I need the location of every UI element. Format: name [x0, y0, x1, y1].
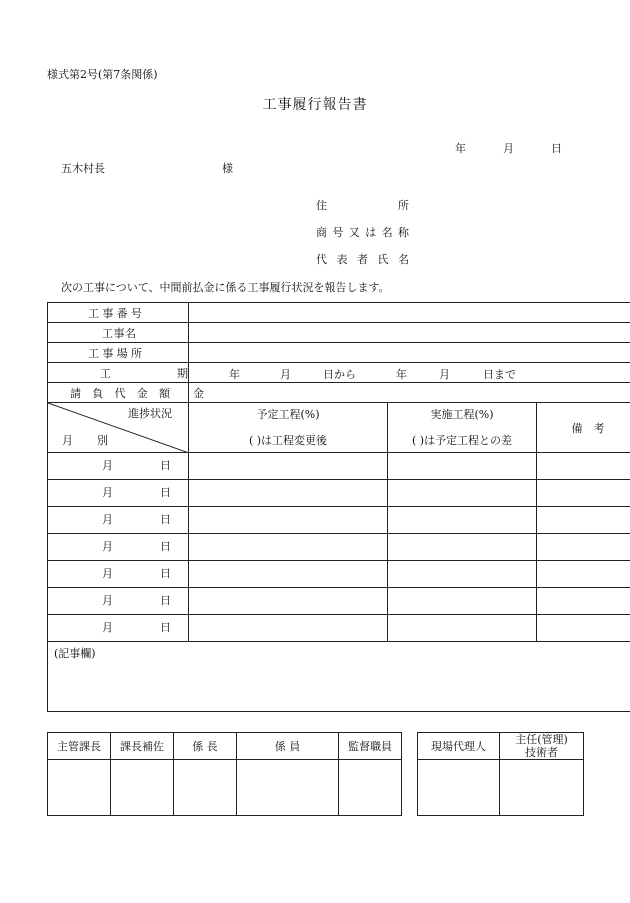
stamp-box-supervisor[interactable] — [339, 760, 402, 816]
row-date-cell — [48, 615, 189, 642]
row-planned-field[interactable] — [189, 534, 388, 561]
report-table — [47, 302, 630, 712]
planned-progress-header — [189, 403, 388, 453]
row-month-label: 月 — [102, 621, 113, 634]
construction-number-field[interactable] — [189, 303, 630, 323]
row-remarks-field[interactable] — [537, 534, 630, 561]
row-remarks-field[interactable] — [537, 615, 630, 642]
stamp-box-chief[interactable] — [48, 760, 111, 816]
progress-header-cell — [48, 403, 189, 453]
stamp-head-section-chief: 係 長 — [174, 733, 237, 760]
row-remarks-field[interactable] — [537, 588, 630, 615]
row-date-cell — [48, 534, 189, 561]
row-day-label: 日 — [160, 486, 171, 499]
row-planned-field[interactable] — [189, 453, 388, 480]
row-date-cell — [48, 588, 189, 615]
row-day-label: 日 — [160, 459, 171, 472]
period-day-end: 日まで — [483, 368, 516, 381]
actual-progress-header — [388, 403, 537, 453]
row-date-cell — [48, 453, 189, 480]
row-day-label: 日 — [160, 621, 171, 634]
row-day-label: 日 — [160, 594, 171, 607]
stamp-box-chief-engineer[interactable] — [500, 760, 584, 816]
row-remarks-field[interactable] — [537, 480, 630, 507]
row-day-label: 日 — [160, 540, 171, 553]
progress-row — [48, 480, 630, 507]
row-actual-field[interactable] — [388, 534, 537, 561]
row-remarks-field[interactable] — [537, 453, 630, 480]
row-day-label: 日 — [160, 513, 171, 526]
row-date-cell — [48, 480, 189, 507]
stamp-head-deputy: 課長補佐 — [111, 733, 174, 760]
amount-prefix: 金 — [193, 386, 204, 400]
row-month-label: 月 — [102, 594, 113, 607]
row-day-label: 日 — [160, 567, 171, 580]
stamp-head-supervisor: 監督職員 — [339, 733, 402, 760]
form-number: 様式第2号(第7条関係) — [47, 68, 158, 81]
row-date-cell — [48, 507, 189, 534]
stamp-box-staff[interactable] — [237, 760, 339, 816]
row-actual-field[interactable] — [388, 588, 537, 615]
row-planned-field[interactable] — [189, 561, 388, 588]
applicant-rep-label: 代表者氏名 — [316, 253, 409, 266]
period-year-start: 年 — [229, 368, 240, 381]
stamp-head-site-agent: 現場代理人 — [418, 733, 500, 760]
row-month-label: 月 — [102, 486, 113, 499]
applicant-address-label: 住所 — [316, 199, 409, 212]
date-month-label: 月 — [503, 142, 514, 155]
construction-location-field[interactable] — [189, 343, 630, 363]
date-year-label: 年 — [455, 142, 466, 155]
stamp-head-chief-engineer: 主任(管理) 技術者 — [500, 733, 584, 760]
progress-row — [48, 561, 630, 588]
row-actual-field[interactable] — [388, 453, 537, 480]
construction-number-label: 工事番号 — [48, 303, 189, 323]
addressee: 五木村長 — [61, 162, 105, 175]
construction-name-label: 工事名 — [48, 323, 189, 343]
row-remarks-field[interactable] — [537, 507, 630, 534]
row-month-label: 月 — [102, 567, 113, 580]
approval-stamp-table — [47, 732, 402, 816]
month-by-label: 月 別 — [62, 434, 108, 447]
stamp-box-site-agent[interactable] — [418, 760, 500, 816]
row-actual-field[interactable] — [388, 561, 537, 588]
period-month-start: 月 — [280, 368, 291, 381]
row-remarks-field[interactable] — [537, 561, 630, 588]
remarks-header: 備 考 — [537, 403, 630, 453]
row-planned-field[interactable] — [189, 480, 388, 507]
date-day-label: 日 — [551, 142, 562, 155]
actual-title: 実施工程(%) — [430, 408, 494, 421]
actual-note: ( )は予定工程との差 — [411, 434, 513, 447]
construction-period-field[interactable] — [189, 363, 630, 383]
progress-row — [48, 507, 630, 534]
progress-row — [48, 534, 630, 561]
stamp-head-staff: 係 員 — [237, 733, 339, 760]
period-day-start: 日から — [323, 368, 356, 381]
contract-amount-field[interactable] — [189, 383, 630, 403]
construction-name-field[interactable] — [189, 323, 630, 343]
period-year-end: 年 — [396, 368, 407, 381]
page-title: 工事履行報告書 — [262, 97, 368, 113]
stamp-head-chief: 主管課長 — [48, 733, 111, 760]
contract-amount-label: 請負代金額 — [48, 383, 189, 403]
row-planned-field[interactable] — [189, 507, 388, 534]
progress-status-label: 進捗状況 — [128, 407, 172, 420]
row-actual-field[interactable] — [388, 615, 537, 642]
stamp-box-deputy[interactable] — [111, 760, 174, 816]
row-month-label: 月 — [102, 459, 113, 472]
memo-area[interactable] — [48, 642, 630, 712]
addressee-suffix: 様 — [222, 162, 233, 175]
period-month-end: 月 — [439, 368, 450, 381]
row-actual-field[interactable] — [388, 480, 537, 507]
applicant-name-label: 商号又は名称 — [316, 226, 409, 239]
row-month-label: 月 — [102, 540, 113, 553]
intro-text: 次の工事について、中間前払金に係る工事履行状況を報告します。 — [61, 281, 390, 294]
memo-label: (記事欄) — [54, 647, 96, 660]
progress-row — [48, 453, 630, 480]
planned-title: 予定工程(%) — [256, 408, 320, 421]
progress-row — [48, 588, 630, 615]
row-date-cell — [48, 561, 189, 588]
stamp-box-section-chief[interactable] — [174, 760, 237, 816]
row-actual-field[interactable] — [388, 507, 537, 534]
contractor-stamp-table — [417, 732, 584, 816]
construction-period-label: 工期 — [48, 363, 189, 383]
planned-note: ( )は工程変更後 — [248, 434, 328, 447]
construction-location-label: 工事場所 — [48, 343, 189, 363]
row-month-label: 月 — [102, 513, 113, 526]
progress-row — [48, 615, 630, 642]
row-planned-field[interactable] — [189, 615, 388, 642]
row-planned-field[interactable] — [189, 588, 388, 615]
